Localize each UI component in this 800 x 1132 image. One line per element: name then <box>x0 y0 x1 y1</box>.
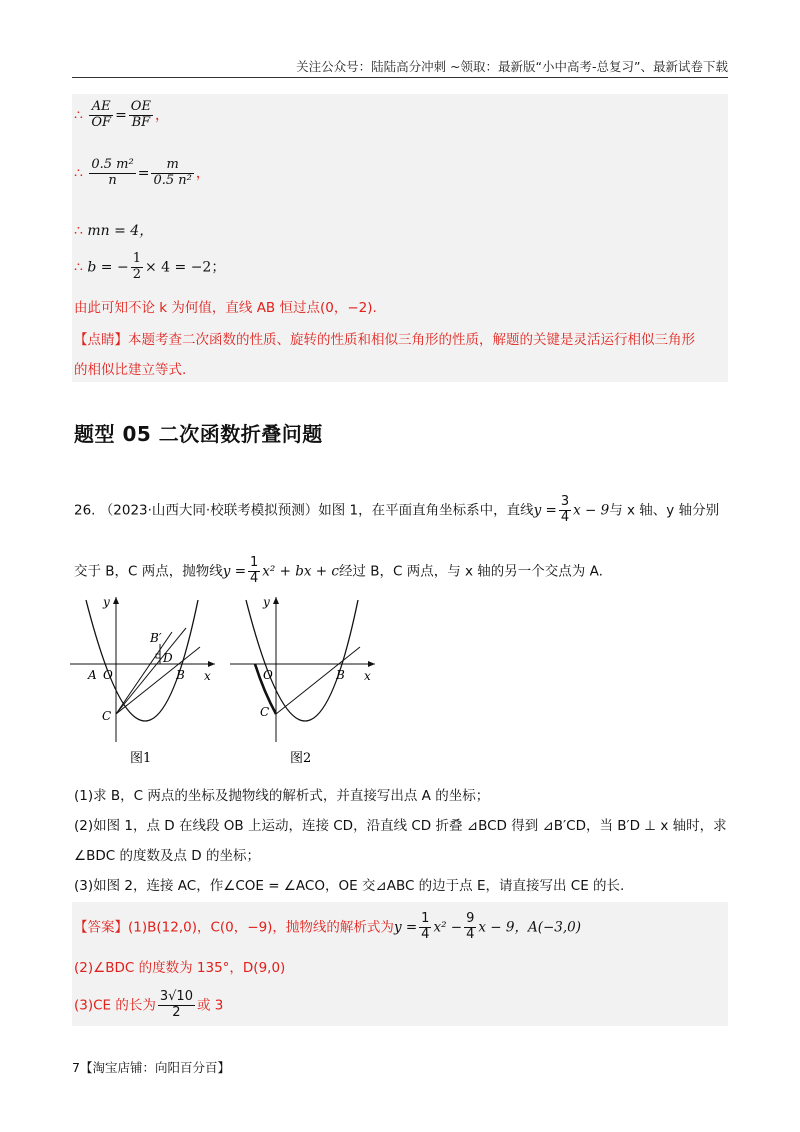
question-part-2-b: ∠BDC 的度数及点 D 的坐标； <box>74 848 260 864</box>
fig2-label-o: O <box>263 668 273 682</box>
question-line-1: 26. （2023·山西大同·校联考模拟预测）如图 1，在平面直角坐标系中，直线y = $\frac{3}{4}$ x − 9与 x 轴、y 轴分别 <box>74 494 720 525</box>
fig1-label-c: C <box>102 709 112 723</box>
fig1-label-bprime: B′ <box>150 631 162 645</box>
question-part-3: (3)如图 2，连接 AC，作∠COE = ∠ACO，OE 交⊿ABC 的边于点 E，请直接写出 CE 的长. <box>74 878 625 894</box>
fig1-caption: 图1 <box>130 751 152 766</box>
fig2-label-b: B <box>336 668 345 682</box>
fig1-label-y: y <box>103 595 110 609</box>
fig1-label-o: O <box>103 668 113 682</box>
answer-line-1: 【答案】(1)B(12,0)，C(0，−9)，抛物线的解析式为y = $\frac{1}{4}$ x² − $\frac{9}{4}$ x − 9，A(−3,0) <box>74 911 582 942</box>
fig2-caption: 图2 <box>290 751 312 766</box>
page-header: 关注公众号：陆陆高分冲刺 ~领取：最新版“小中高考-总复习”、最新试卷下载 <box>72 57 728 78</box>
question-part-1: (1)求 B，C 两点的坐标及抛物线的解析式，并直接写出点 A 的坐标； <box>74 788 490 804</box>
fig1-label-a: A <box>88 668 97 682</box>
figure-2 <box>230 592 380 772</box>
fig2-label-x: x <box>364 669 371 683</box>
comment-line-2: 的相似比建立等式. <box>74 362 187 378</box>
figure-1 <box>70 592 220 772</box>
solution-line-3: ∴ mn = 4， <box>74 223 154 239</box>
section-title: 题型 05 二次函数折叠问题 <box>74 422 323 446</box>
solution-line-4: ∴ b = − $\frac{1}{2}$ × 4 = −2； <box>74 251 226 282</box>
solution-conclusion: 由此可知不论 k 为何值，直线 AB 恒过点(0，−2). <box>74 300 377 316</box>
fig1-label-d: D <box>163 651 173 665</box>
answer-line-2: (2)∠BDC 的度数为 135°，D(9,0) <box>74 960 286 976</box>
fig2-label-c: C <box>260 705 270 719</box>
fig1-label-b: B <box>176 668 185 682</box>
comment-line-1: 【点睛】本题考查二次函数的性质、旋转的性质和相似三角形的性质，解题的关键是灵活运行相似三角形 <box>74 332 695 348</box>
solution-line-2: ∴ $\frac{\text{0.5 m²}}{n}$ = $\frac{m}{\text{0.5 n²}}$ ， <box>74 157 210 188</box>
fig2-label-y: y <box>263 595 270 609</box>
fig1-label-x: x <box>204 669 211 683</box>
solution-line-1: ∴ $\frac{AE}{OF}$ = $\frac{OE}{BF}$ ， <box>74 99 169 130</box>
question-part-2-a: (2)如图 1，点 D 在线段 OB 上运动，连接 CD，沿直线 CD 折叠 ⊿BCD 得到 ⊿B′CD，当 B′D ⊥ x 轴时，求 <box>74 818 727 834</box>
answer-line-3: (3)CE 的长为 $\frac{3√10}{2}$ 或 3 <box>74 989 224 1020</box>
question-line-2: 交于 B，C 两点，抛物线y = $\frac{1}{4}$ x² + bx + c经过 B，C 两点，与 x 轴的另一个交点为 A. <box>74 555 603 586</box>
page-footer: 7【淘宝店铺：向阳百分百】 <box>72 1060 230 1075</box>
